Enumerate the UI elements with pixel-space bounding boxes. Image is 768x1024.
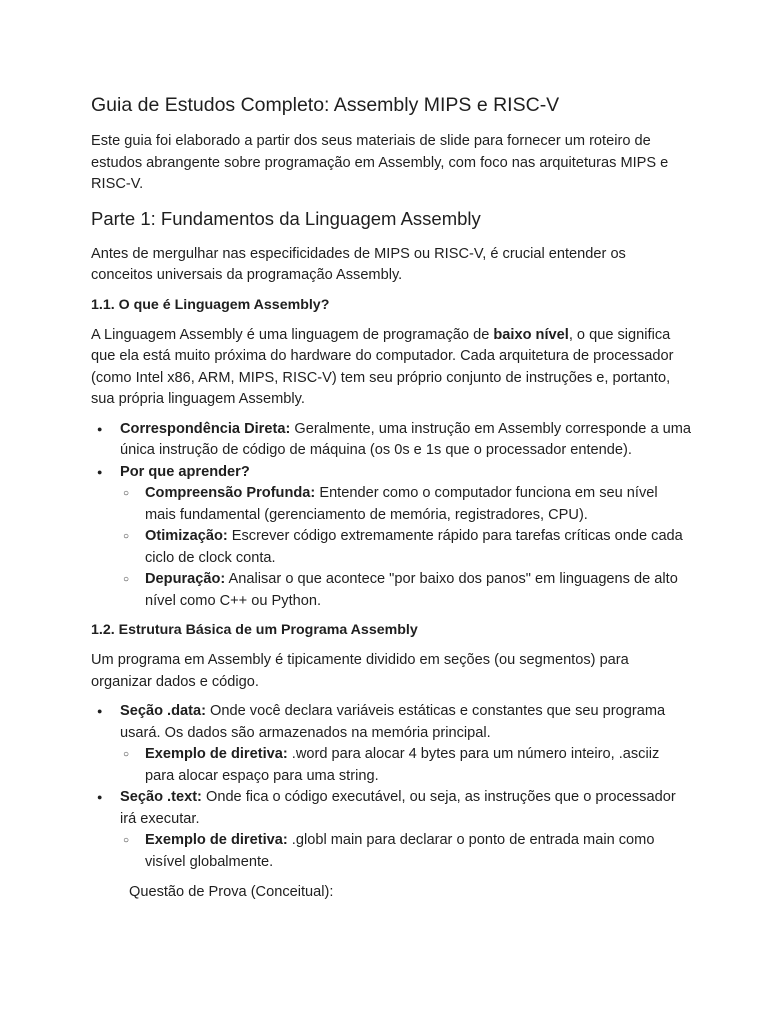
sub-list — [120, 830, 691, 873]
exam-question-label: Questão de Prova (Conceitual): — [129, 884, 334, 900]
document-title: Guia de Estudos Completo: Assembly MIPS e RISC-V — [91, 94, 560, 116]
list-item: ● Seção .text: Onde fica o código executável, ou seja, as instruções que o processador irá executar. ○ Exemplo de diretiva: .globl main para declarar o ponto de entrada main como visível globalmente. — [91, 787, 691, 873]
section-1-1-paragraph: A Linguagem Assembly é uma linguagem de programação de baixo nível, o que significa que ela está muito próxima do hardware do computador. Cada arquitetura de processador (como Intel x86, ARM, MIPS, RISC-V) tem seu próprio conjunto de instruções e, portanto, sua própria linguagem Assembly. — [91, 326, 674, 407]
sub-list-item: ○ Otimização: Escrever código extremamente rápido para tarefas críticas onde cada ciclo de clock conta. — [120, 526, 691, 569]
section-1-2-paragraph: Um programa em Assembly é tipicamente dividido em seções (ou segmentos) para organizar dados e código. — [91, 652, 629, 690]
list-item: ● Seção .data: Onde você declara variáveis estáticas e constantes que seu programa usará. Os dados são armazenados na memória principal. ○ Exemplo de diretiva: .word para alocar 4 bytes para um número inteiro, .asciiz para alocar espaço para uma string. — [91, 701, 691, 787]
sub-list — [120, 483, 691, 612]
list-item: ● Por que aprender? ○ Compreensão Profunda: Entender como o computador funciona em seu nível mais fundamental (gerenciamento de memória, registradores, CPU). ○ Otimização: Escrever código extremamente rápido para tarefas críticas onde cada ciclo de clock conta. ○ Depuração: Analisar o que acontece "por baixo dos panos" em linguagens de alto nível como C++ ou Python. — [91, 462, 691, 613]
section-1-2-heading: 1.2. Estrutura Básica de um Programa Assembly — [91, 622, 418, 638]
sub-list-item: ○ Depuração: Analisar o que acontece "por baixo dos panos" em linguagens de alto nível como C++ ou Python. — [120, 569, 691, 612]
document-content — [91, 92, 691, 904]
list-item: ● Correspondência Direta: Geralmente, uma instrução em Assembly corresponde a uma única instrução de código de máquina (os 0s e 1s que o processador entende). — [91, 419, 691, 462]
sub-list-item: ○ Exemplo de diretiva: .word para alocar 4 bytes para um número inteiro, .asciiz para alocar espaço para uma string. — [120, 744, 691, 787]
section-1-1-list — [91, 419, 691, 613]
intro-paragraph: Este guia foi elaborado a partir dos seus materiais de slide para fornecer um roteiro de estudos abrangente sobre programação em Assembly, com foco nas arquiteturas MIPS e RISC-V. — [91, 133, 669, 192]
bold-term: baixo nível — [493, 326, 569, 343]
part1-intro-paragraph: Antes de mergulhar nas especificidades de MIPS ou RISC-V, é crucial entender os conceitos universais da programação Assembly. — [91, 245, 626, 283]
sub-list-item: ○ Exemplo de diretiva: .globl main para declarar o ponto de entrada main como visível globalmente. — [120, 830, 691, 873]
sub-list-item: ○ Compreensão Profunda: Entender como o computador funciona em seu nível mais fundamental (gerenciamento de memória, registradores, CPU). — [120, 483, 691, 526]
part1-heading: Parte 1: Fundamentos da Linguagem Assembly — [91, 207, 481, 229]
section-1-1-heading: 1.1. O que é Linguagem Assembly? — [91, 296, 330, 313]
sub-list — [120, 744, 691, 787]
section-1-2-list — [91, 701, 691, 873]
